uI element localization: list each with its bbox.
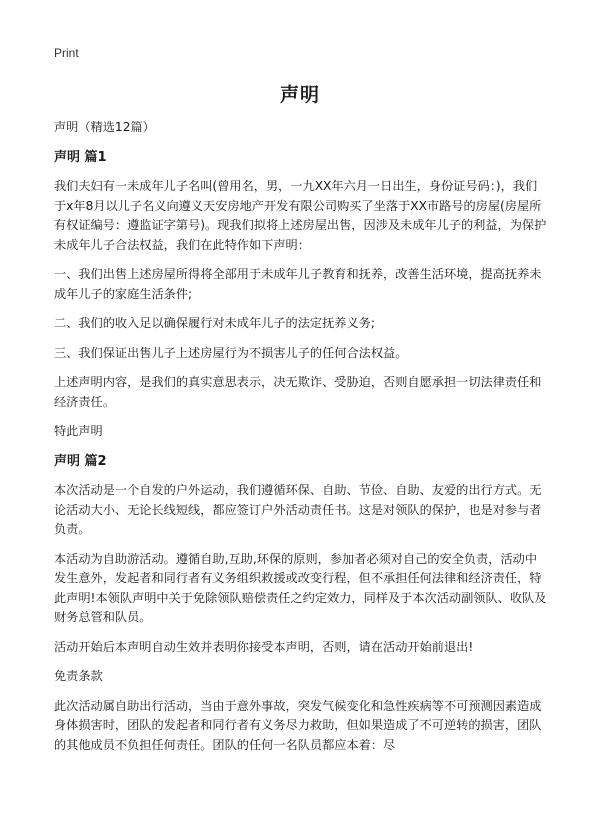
paragraph: 活动开始后本声明自动生效并表明你接受本声明，否则，请在活动开始前退出!	[54, 639, 474, 654]
paragraph: 本活动为自助游活动。遵循自助,互助,环保的原则，参加者必须对自己的安全负责，活动中发生意外，发起者和同行者有义务组织救援或改变行程，但不承担任何法律和经济责任，特此声明!本领队声明中关于免除领队赔偿责任之约定效力，同样及于本次活动副领队、收队及财务总管和队员。	[54, 551, 547, 624]
paragraph: 特此声明	[54, 424, 103, 438]
paragraph: 一、我们出售上述房屋所得将全部用于未成年儿子教育和抚养，改善生活环境，提高抚养未成年儿子的家庭生活条件;	[54, 267, 542, 301]
paragraph: 我们夫妇有一未成年儿子名叫(曾用名，男，一九XX年六月一日出生，身份证号码：)，我们于x年8月以儿子名义向遵义天安房地产开发有限公司购买了坐落于XX市路号的房屋(房屋所有权证编号：遵监证字第号)。现我们拟将上述房屋出售，因涉及未成年儿子的利益，为保护未成年儿子合法权益，我们在此特作如下声明：	[54, 179, 547, 252]
paragraph: 免责条款	[54, 669, 103, 683]
paragraph: 此次活动属自助出行活动，当由于意外事故，突发气候变化和急性疾病等不可预测因素造成身体损害时，团队的发起者和同行者有义务尽力救助，但如果造成了不可逆转的损害，团队的其他成员不负担任何责任。团队的任何一名队员都应本着：尽	[54, 698, 542, 752]
paragraph: 本次活动是一个自发的户外运动，我们遵循环保、自助、节俭、自助、友爱的出行方式。无论活动大小、无论长线短线，都应签订户外活动责任书。这是对领队的保护，也是对参与者负责。	[54, 483, 542, 536]
paragraph: 二、我们的收入足以确保履行对未成年儿子的法定抚养义务;	[54, 316, 375, 330]
document-body	[54, 118, 549, 765]
document-title: 声明	[279, 84, 320, 106]
print-label[interactable]: Print	[54, 46, 79, 60]
section-heading-2: 声明 篇2	[54, 453, 107, 469]
paragraph: 三、我们保证出售儿子上述房屋行为不损害儿子的任何合法权益。	[54, 345, 408, 360]
paragraph: 上述声明内容，是我们的真实意思表示，决无欺诈、受胁迫，否则自愿承担一切法律责任和经济责任。	[54, 375, 542, 409]
section-heading-1: 声明 篇1	[54, 149, 107, 165]
document-subtitle: 声明（精选12篇）	[54, 120, 155, 134]
